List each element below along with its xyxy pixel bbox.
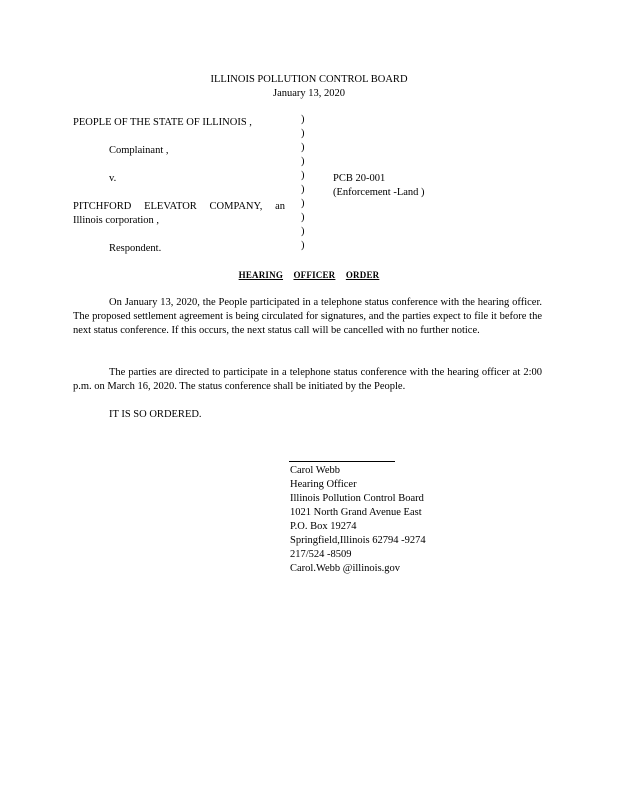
complainant-role: Complainant , <box>109 145 169 156</box>
signer-email[interactable]: Carol.Webb @illinois.gov <box>290 563 401 574</box>
order-title-word: OFFICER <box>293 270 336 280</box>
paren-mark: ) <box>301 184 305 195</box>
order-paragraph-1: On January 13, 2020, the People participated in a telephone status conference with the hearing officer. The proposed settlement agreement is being circulated for signatures, and the parties expect to file it before the next status conference. If this occurs, the next status call will be cancelled with no further notice. <box>73 297 542 336</box>
respondent-role: Respondent. <box>109 243 162 254</box>
signer-phone: 217/524 -8509 <box>290 549 352 560</box>
respondent-name-line1: PITCHFORD ELEVATOR COMPANY, an <box>73 201 285 212</box>
case-type: (Enforcement -Land ) <box>333 187 425 198</box>
agency-name: ILLINOIS POLLUTION CONTROL BOARD <box>210 74 408 85</box>
paren-mark: ) <box>301 170 305 181</box>
closing-statement: IT IS SO ORDERED. <box>109 409 202 420</box>
order-paragraph-2: The parties are directed to participate in a telephone status conference with the hearing officer at 2:00 p.m. on March 16, 2020. The status conference shall be initiated by the People. <box>73 367 542 392</box>
caption-parentheses <box>301 113 311 253</box>
signer-title: Hearing Officer <box>290 479 357 490</box>
versus-label: v. <box>109 173 117 184</box>
order-title-word: ORDER <box>345 270 380 280</box>
paren-mark: ) <box>301 212 305 223</box>
respondent-name-line2: Illinois corporation , <box>73 215 160 226</box>
paren-mark: ) <box>301 240 305 251</box>
order-title <box>0 268 618 282</box>
signer-name: Carol Webb <box>290 465 340 476</box>
order-date: January 13, 2020 <box>272 88 346 99</box>
paren-mark: ) <box>301 128 305 139</box>
signature-block <box>290 464 426 576</box>
signer-organization: Illinois Pollution Control Board <box>290 493 424 504</box>
paren-mark: ) <box>301 198 305 209</box>
signer-city: Springfield,Illinois 62794 -9274 <box>290 535 426 546</box>
complainant-name: PEOPLE OF THE STATE OF ILLINOIS , <box>73 117 252 128</box>
paren-mark: ) <box>301 142 305 153</box>
order-title-word: HEARING <box>238 270 284 280</box>
paren-mark: ) <box>301 226 305 237</box>
signature-line <box>289 461 395 462</box>
paren-mark: ) <box>301 156 305 167</box>
signer-street: 1021 North Grand Avenue East <box>290 507 422 518</box>
paren-mark: ) <box>301 114 305 125</box>
case-number: PCB 20-001 <box>333 173 386 184</box>
signer-po-box: P.O. Box 19274 <box>290 521 357 532</box>
